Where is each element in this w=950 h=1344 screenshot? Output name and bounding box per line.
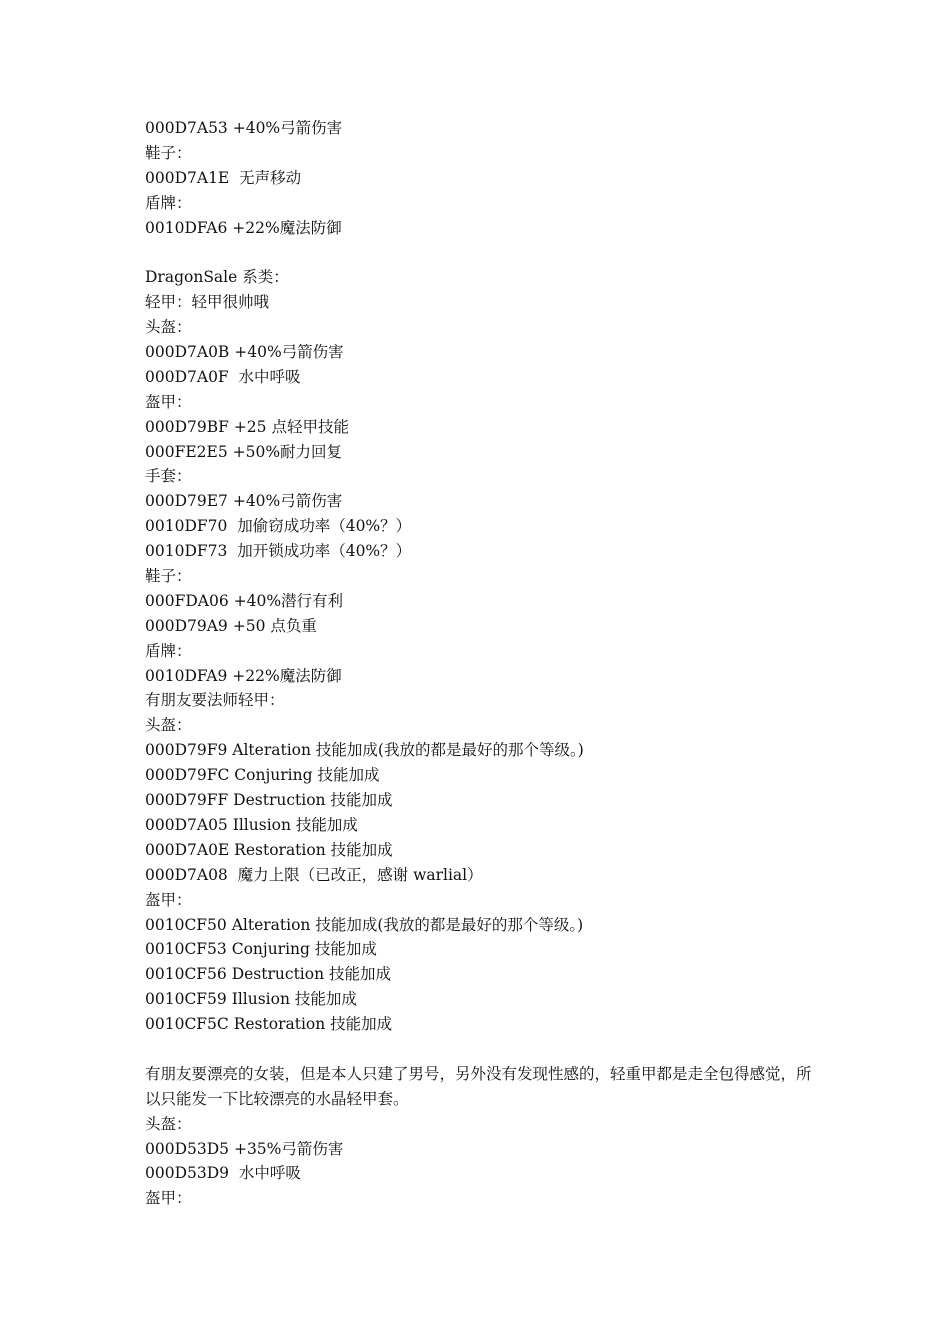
text-line: 0010CF56 Destruction 技能加成 bbox=[145, 965, 391, 984]
section-label: 头盔： bbox=[145, 318, 192, 337]
section-label: 盾牌： bbox=[145, 193, 192, 212]
text-line: 0010DFA6 +22%魔法防御 bbox=[145, 218, 342, 237]
section-label: 盾牌： bbox=[145, 641, 192, 660]
text-line: 0010DF70 加偷窃成功率（40%？） bbox=[145, 517, 412, 536]
text-line: 0010CF5C Restoration 技能加成 bbox=[145, 1015, 393, 1034]
text-line: 000D7A08 魔力上限（已改正，感谢 warlial） bbox=[145, 865, 483, 884]
text-line: 轻甲：轻甲很帅哦 bbox=[145, 293, 270, 312]
section-label: 盔甲： bbox=[145, 392, 192, 411]
section-label: 盔甲： bbox=[145, 1189, 192, 1208]
text-line: 000D79E7 +40%弓箭伤害 bbox=[145, 492, 343, 511]
section-label: 手套： bbox=[145, 467, 192, 486]
section-label: 头盔： bbox=[145, 1114, 192, 1133]
blank-line bbox=[145, 1037, 825, 1062]
text-line: 0010DF73 加开锁成功率（40%？） bbox=[145, 542, 412, 561]
section-label: 盔甲： bbox=[145, 890, 192, 909]
text-line: 000D53D5 +35%弓箭伤害 bbox=[145, 1139, 344, 1158]
section-label: 头盔： bbox=[145, 716, 192, 735]
series-heading: DragonSale 系类： bbox=[145, 268, 289, 287]
intro-paragraph: 有朋友要漂亮的女装，但是本人只建了男号，另外没有发现性感的，轻重甲都是走全包得感觉，所以只能发一下比较漂亮的水晶轻甲套。 bbox=[145, 1064, 812, 1108]
text-line: 000D7A0F 水中呼吸 bbox=[145, 367, 301, 386]
text-line: 000FE2E5 +50%耐力回复 bbox=[145, 442, 343, 461]
text-line: 0010CF59 Illusion 技能加成 bbox=[145, 990, 357, 1009]
text-line: 000D7A53 +40%弓箭伤害 bbox=[145, 119, 343, 137]
text-line: 000D53D9 水中呼吸 bbox=[145, 1164, 301, 1183]
text-line: 0010CF53 Conjuring 技能加成 bbox=[145, 940, 377, 959]
text-line: 000D79BF +25 点轻甲技能 bbox=[145, 417, 349, 436]
section-label: 鞋子： bbox=[145, 567, 192, 586]
section-label: 鞋子： bbox=[145, 143, 192, 162]
text-line: 000D79A9 +50 点负重 bbox=[145, 616, 317, 635]
document-body bbox=[145, 116, 825, 1211]
text-line: 000D79FF Destruction 技能加成 bbox=[145, 791, 393, 810]
text-line: 000FDA06 +40%潜行有利 bbox=[145, 591, 344, 610]
text-line: 0010CF50 Alteration 技能加成(我放的都是最好的那个等级。) bbox=[145, 915, 584, 934]
text-line: 000D7A05 Illusion 技能加成 bbox=[145, 815, 358, 834]
text-line: 000D79F9 Alteration 技能加成(我放的都是最好的那个等级。) bbox=[145, 741, 584, 760]
series-heading: 有朋友要法师轻甲： bbox=[145, 691, 285, 710]
text-line: 000D7A0E Restoration 技能加成 bbox=[145, 840, 393, 859]
text-line: 000D7A1E 无声移动 bbox=[145, 168, 302, 187]
text-line: 000D79FC Conjuring 技能加成 bbox=[145, 766, 380, 785]
text-line: 000D7A0B +40%弓箭伤害 bbox=[145, 343, 344, 362]
blank-line bbox=[145, 240, 825, 265]
text-line: 0010DFA9 +22%魔法防御 bbox=[145, 666, 342, 685]
